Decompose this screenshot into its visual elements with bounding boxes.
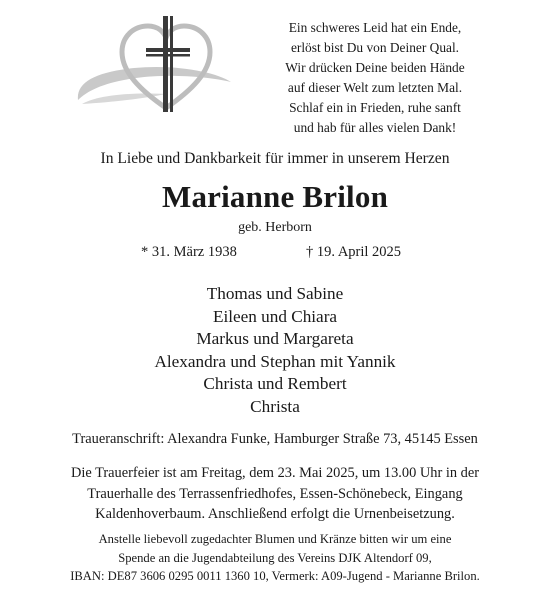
poem-line: Wir drücken Deine beiden Hände	[285, 60, 465, 75]
poem	[255, 18, 495, 138]
mourners-list	[0, 283, 550, 419]
service-line: Die Trauerfeier ist am Freitag, dem 23. Mai 2025, um 13.00 Uhr in der	[70, 465, 480, 481]
poem-line: Schlaf ein in Frieden, ruhe sanft	[289, 100, 461, 115]
cross-heart-icon	[66, 12, 236, 120]
donation-line: Spende an die Jugendabteilung des Vereins DJK Altendorf 09,	[118, 550, 432, 565]
poem-line: Ein schweres Leid hat ein Ende,	[288, 20, 462, 35]
service-info	[0, 463, 550, 525]
donation-info	[0, 530, 550, 586]
mourner-line: Alexandra und Stephan mit Yannik	[154, 351, 396, 371]
intro-line: In Liebe und Dankbarkeit für immer in unserem Herzen	[100, 150, 450, 167]
service-line: Kaldenhoverbaum. Anschließend erfolgt die Urnenbeisetzung.	[95, 506, 455, 522]
birth-date: * 31. März 1938	[141, 244, 237, 260]
death-date: † 19. April 2025	[306, 244, 402, 260]
service-line: Trauerhalle des Terrassenfriedhofes, Essen-Schönebeck, Eingang	[87, 485, 463, 502]
donation-line: Anstelle liebevoll zugedachter Blumen und Kränze bitten wir um eine	[98, 532, 452, 546]
maiden-name: geb. Herborn	[238, 220, 312, 235]
donation-line: IBAN: DE87 3606 0295 0011 1360 10, Vermerk: A09-Jugend - Marianne Brilon.	[70, 569, 480, 583]
life-dates	[0, 244, 550, 264]
mourner-line: Markus und Margareta	[196, 329, 354, 349]
mourner-line: Thomas und Sabine	[206, 284, 344, 303]
mourning-address: Traueranschrift: Alexandra Funke, Hamburger Straße 73, 45145 Essen	[72, 431, 478, 447]
poem-line: auf dieser Welt zum letzten Mal.	[287, 80, 463, 95]
poem-line: erlöst bist Du von Deiner Qual.	[290, 40, 460, 55]
mourner-line: Christa	[250, 396, 300, 416]
deceased-name: Marianne Brilon	[161, 179, 389, 214]
poem-line: und hab für alles vielen Dank!	[293, 120, 457, 135]
mourner-line: Christa und Rembert	[203, 374, 347, 394]
mourner-line: Eileen und Chiara	[212, 306, 338, 326]
